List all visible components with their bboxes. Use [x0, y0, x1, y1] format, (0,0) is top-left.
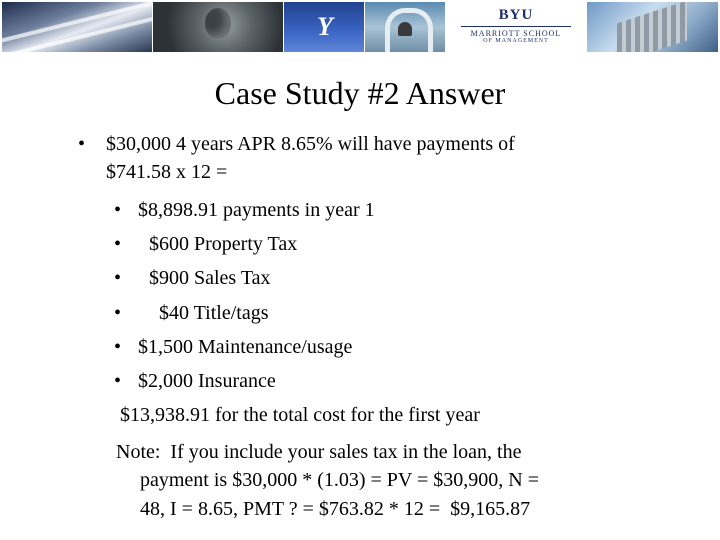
- banner-stripe: [2, 5, 152, 52]
- logo-divider: [461, 26, 571, 27]
- logo-subtitle: MARRIOTT SCHOOL: [470, 29, 562, 38]
- sub-bullet-item: $2,000 Insurance: [138, 370, 276, 392]
- sub-bullet-item: $8,898.91 payments in year 1: [138, 199, 375, 221]
- building-shape: [617, 2, 687, 52]
- statue-head-shape: [205, 8, 231, 38]
- bullet-icon: •: [114, 199, 122, 221]
- slide-title: Case Study #2 Answer: [214, 75, 506, 111]
- bullet-icon: •: [114, 302, 122, 324]
- byu-marriott-logo: [446, 2, 586, 52]
- bell-icon: [398, 22, 412, 36]
- note-line3: 48, I = 8.65, PMT ? = $763.82 * 12 = $9,165.87: [140, 498, 531, 520]
- sub-bullet-item: $900 Sales Tax: [134, 267, 271, 289]
- sub-bullet-item: $600 Property Tax: [134, 233, 298, 255]
- sub-bullet-item: $40 Title/tags: [134, 302, 269, 324]
- note-line1: Note: If you include your sales tax in the loan, the: [116, 441, 522, 463]
- header-banner: [0, 0, 720, 54]
- banner-image-bell-tower: [365, 2, 445, 52]
- bullet-icon: •: [114, 267, 122, 289]
- bullet-icon: •: [78, 133, 86, 155]
- main-bullet-line1: $30,000 4 years APR 8.65% will have payments of: [106, 133, 515, 155]
- bullet-icon: •: [114, 370, 122, 392]
- main-bullet-line2: $741.58 x 12 =: [106, 161, 228, 183]
- bullet-icon: •: [114, 233, 122, 255]
- banner-image-architecture: [2, 2, 152, 52]
- banner-image-building: [587, 2, 718, 52]
- total-cost-line: $13,938.91 for the total cost for the first year: [120, 404, 480, 426]
- logo-subtitle-small: OF MANAGEMENT: [483, 38, 549, 44]
- banner-image-statue: [153, 2, 283, 52]
- logo-main-text: BYU: [498, 7, 534, 23]
- sub-bullet-item: $1,500 Maintenance/usage: [138, 336, 353, 358]
- y-logo-icon: Y: [317, 12, 331, 41]
- bullet-icon: •: [114, 336, 122, 358]
- banner-image-y-mountain: [284, 2, 364, 52]
- note-line2: payment is $30,000 * (1.03) = PV = $30,900, N =: [140, 469, 540, 491]
